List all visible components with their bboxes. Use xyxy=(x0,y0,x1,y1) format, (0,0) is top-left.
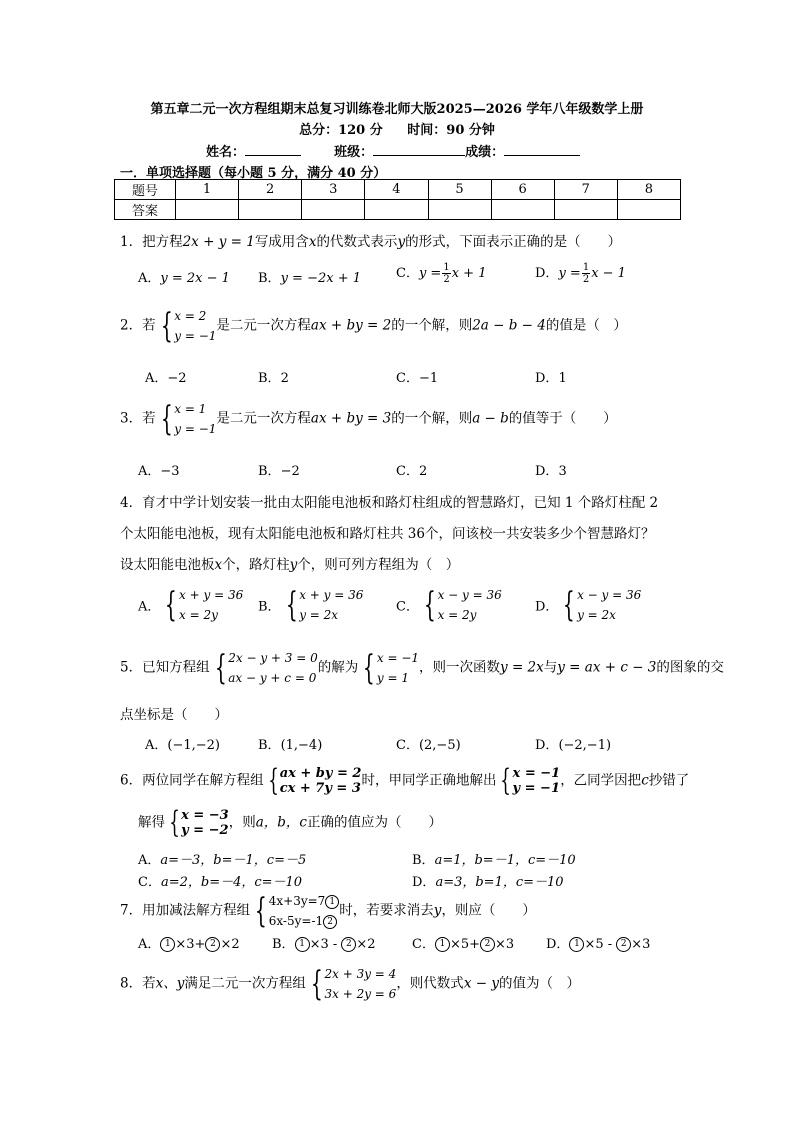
option-text: 1 xyxy=(558,371,567,386)
option-label: A． xyxy=(138,464,161,479)
q3-prefix: 3．若 xyxy=(120,410,156,427)
brace-icon: { xyxy=(165,585,178,625)
table-cell: 3 xyxy=(302,180,365,200)
brace-icon: { xyxy=(563,585,576,625)
answer-cell[interactable] xyxy=(491,200,554,220)
solution-system xyxy=(165,805,229,840)
fraction-num: 1 xyxy=(582,262,590,273)
option-label: D． xyxy=(546,937,570,952)
system-row xyxy=(269,891,340,911)
brace-icon: { xyxy=(310,964,323,1004)
system-row: x = −1 xyxy=(376,651,420,665)
option-label: D． xyxy=(412,875,436,890)
option-label: C． xyxy=(396,738,419,753)
option-label: C． xyxy=(396,599,419,615)
equation-system xyxy=(156,399,217,439)
q1-var-x: x xyxy=(308,234,317,250)
q7-text: 时，若要求消去 xyxy=(339,902,434,919)
fraction-num: 1 xyxy=(443,262,450,273)
q1-option-d[interactable] xyxy=(535,262,626,285)
q3-text: 是二元一次方程 xyxy=(216,410,311,427)
option-label: D． xyxy=(535,371,559,386)
q7-suffix: ，则应（ ） xyxy=(441,902,536,919)
q1-option-c[interactable] xyxy=(396,262,486,285)
brace-icon: { xyxy=(169,805,180,840)
q3-option-a[interactable] xyxy=(138,460,180,479)
option-text: 2 xyxy=(418,464,428,479)
q4-var-y: y xyxy=(289,557,298,573)
q4-option-b[interactable] xyxy=(258,585,363,625)
option-label: A． xyxy=(138,937,161,952)
brace-icon: { xyxy=(160,399,173,439)
system-row: y = 1 xyxy=(376,671,409,685)
q7-option-a[interactable] xyxy=(138,933,240,952)
class-blank[interactable] xyxy=(373,142,465,156)
option-text: −2 xyxy=(280,464,300,479)
q1-suffix: 的形式，下面表示正确的是（ ） xyxy=(405,234,622,250)
q6-option-d[interactable] xyxy=(412,871,564,890)
q2-text: 的一个解，则 xyxy=(391,317,473,334)
option-text: y = −2x + 1 xyxy=(280,271,361,286)
question-3 xyxy=(120,399,617,439)
option-text: y = 2x − 1 xyxy=(160,271,230,286)
system-row: ax + by = 2 xyxy=(279,766,362,781)
q2-text: 是二元一次方程 xyxy=(216,317,311,334)
option-text: a=2，b=－4，c=－10 xyxy=(160,875,303,890)
option-label: A． xyxy=(145,738,168,753)
circled-number: 2 xyxy=(480,937,495,952)
q8-text: ，则代数式 xyxy=(396,975,464,992)
q5-text: 与 xyxy=(543,659,558,676)
q7-prefix: 7．用加减法解方程组 xyxy=(120,902,251,919)
system-row: y = −2 xyxy=(181,823,229,838)
q5-prefix: 5．已知方程组 xyxy=(120,659,210,676)
circled-number: 2 xyxy=(341,937,356,952)
brace-icon: { xyxy=(254,891,267,931)
circled-number: 1 xyxy=(569,937,584,952)
answer-table xyxy=(114,179,681,220)
circled-number: 2 xyxy=(616,937,631,952)
q6-var-c: c xyxy=(641,772,649,789)
option-label: D． xyxy=(535,599,559,615)
q8-prefix: 8．若 xyxy=(120,975,156,992)
system-row: x = 1 xyxy=(174,402,207,416)
q6-option-a[interactable] xyxy=(138,849,306,868)
question-2 xyxy=(120,306,627,346)
system-row: y = 2x xyxy=(299,608,339,622)
option-text: (2,−5) xyxy=(418,738,461,753)
grade-label: 成绩： xyxy=(465,145,505,160)
q8-suffix: 的值为（ ） xyxy=(498,975,580,992)
q1-equation: 2x + y = 1 xyxy=(182,234,255,250)
option-label: D． xyxy=(535,738,559,753)
q4-option-a[interactable] xyxy=(138,585,243,625)
option-text: ×5 - xyxy=(584,937,617,952)
table-cell: 2 xyxy=(239,180,302,200)
option-text: y = xyxy=(558,266,581,281)
equation-system xyxy=(210,648,318,688)
grade-blank[interactable] xyxy=(504,142,580,156)
q4-var-x: x xyxy=(214,557,223,573)
question-5-line-2: 点坐标是（ ） xyxy=(120,707,228,723)
equation-system xyxy=(156,306,217,346)
option-text: (−2,−1) xyxy=(558,738,612,753)
answer-cell[interactable] xyxy=(302,200,365,220)
equation-system xyxy=(306,964,396,1004)
student-info xyxy=(206,141,580,160)
option-label: B． xyxy=(258,599,281,615)
option-label: A． xyxy=(145,371,168,386)
q2-prefix: 2．若 xyxy=(120,317,156,334)
brace-icon: { xyxy=(363,648,376,688)
q6-option-c[interactable] xyxy=(138,871,302,890)
system-row: x = −3 xyxy=(181,808,229,823)
system-row xyxy=(269,911,340,931)
answer-cell[interactable] xyxy=(176,200,239,220)
q1-prefix: 1．把方程 xyxy=(120,234,183,250)
brace-icon: { xyxy=(160,306,173,346)
section-heading: 一．单项选择题（每小题 5 分，满分 40 分） xyxy=(120,166,387,181)
answer-cell[interactable] xyxy=(554,200,617,220)
option-label: C． xyxy=(396,266,419,281)
table-cell: 8 xyxy=(617,180,680,200)
q6-prefix: 6．两位同学在解方程组 xyxy=(120,772,264,789)
system-row: y = −1 xyxy=(174,422,217,436)
q5-function: y = ax + c − 3 xyxy=(557,659,657,676)
option-label: C． xyxy=(396,464,419,479)
system-row: x = 2y xyxy=(437,608,477,622)
q2-option-d[interactable] xyxy=(535,367,567,386)
question-1 xyxy=(120,230,621,250)
question-7 xyxy=(120,891,536,931)
option-label: D． xyxy=(535,464,559,479)
option-label: B． xyxy=(258,371,281,386)
option-label: B． xyxy=(258,271,281,286)
fraction xyxy=(582,262,590,285)
q3-text: 的一个解，则 xyxy=(391,410,473,427)
table-cell: 1 xyxy=(176,180,239,200)
exam-subtitle xyxy=(0,119,794,138)
system-row: x = 2 xyxy=(174,309,207,323)
brace-icon: { xyxy=(214,648,227,688)
q4-text: 个，则可列方程组为（ ） xyxy=(297,557,460,573)
answer-cell[interactable] xyxy=(617,200,680,220)
option-label: B． xyxy=(272,937,295,952)
q2-expression: 2a − b − 4 xyxy=(472,317,546,334)
circled-number: 2 xyxy=(323,915,337,929)
system-row: x = 2y xyxy=(179,608,218,622)
q8-expression: x − y xyxy=(463,975,499,992)
circled-number: 1 xyxy=(160,937,175,952)
table-header-label: 题号 xyxy=(115,180,176,200)
option-text: ×3 xyxy=(495,937,515,952)
option-text: 2 xyxy=(280,371,289,386)
q4-option-c[interactable] xyxy=(396,585,502,625)
q3-expression: a − b xyxy=(472,410,509,427)
option-text: ×2 xyxy=(220,937,240,952)
option-label: B． xyxy=(258,464,281,479)
exam-title: 第五章二元一次方程组期末总复习训练卷北师大版2025—2026 学年八年级数学上册 xyxy=(150,102,644,117)
option-label: C． xyxy=(396,371,419,386)
answer-cell[interactable] xyxy=(365,200,428,220)
option-text: y = xyxy=(418,266,442,281)
option-label: A． xyxy=(138,599,161,615)
option-text: ×3 xyxy=(631,937,651,952)
q1-option-a[interactable] xyxy=(138,267,230,286)
q4-text: 设太阳能电池板 xyxy=(120,557,215,573)
option-text: (1,−4) xyxy=(280,738,323,753)
system-row: 2x − y + 3 = 0 xyxy=(228,651,318,665)
q5-option-d[interactable] xyxy=(535,734,611,753)
circled-number: 1 xyxy=(325,895,339,909)
option-label: B． xyxy=(258,738,281,753)
system-row: y = 2x xyxy=(577,608,616,622)
q5-option-b[interactable] xyxy=(258,734,322,753)
system-row: y = −1 xyxy=(174,329,217,343)
option-label: D． xyxy=(535,266,559,281)
system-row-text: 4x+3y=7 xyxy=(268,894,326,908)
option-label: B． xyxy=(412,853,435,868)
q6-text: ，则 xyxy=(228,814,256,831)
solution-system xyxy=(496,763,561,798)
option-label: C． xyxy=(138,875,161,890)
answer-cell[interactable] xyxy=(239,200,302,220)
q4-option-d[interactable] xyxy=(535,585,641,625)
q1-text: 写成用含 xyxy=(254,234,309,250)
q5-option-c[interactable] xyxy=(396,734,461,753)
system-row: x − y = 36 xyxy=(577,588,642,602)
brace-icon: { xyxy=(285,585,298,625)
question-6 xyxy=(120,763,690,798)
system-row: y = −1 xyxy=(512,781,560,796)
total-score: 总分：120 分 xyxy=(299,123,383,138)
q2-option-c[interactable] xyxy=(396,367,438,386)
system-row: ax − y + c = 0 xyxy=(228,671,317,685)
brace-icon: { xyxy=(500,763,512,798)
table-cell: 5 xyxy=(428,180,491,200)
question-4-line-1: 4．育才中学计划安装一批由太阳能电池板和路灯柱组成的智慧路灯，已知 1 个路灯柱配 2 xyxy=(120,495,659,511)
q5-text: ，则一次函数 xyxy=(419,659,501,676)
option-label: A． xyxy=(138,853,161,868)
option-text: a=1，b=－1，c=－10 xyxy=(434,853,576,868)
circled-number: 2 xyxy=(205,937,220,952)
q7-option-d[interactable] xyxy=(546,933,650,952)
q2-option-b[interactable] xyxy=(258,367,289,386)
question-5 xyxy=(120,648,724,688)
option-text: x − 1 xyxy=(591,266,626,281)
equation-system xyxy=(264,763,362,798)
q5-text: 的解为 xyxy=(317,659,359,676)
q3-option-c[interactable] xyxy=(396,460,427,479)
table-row xyxy=(115,200,681,220)
q5-option-a[interactable] xyxy=(145,734,220,753)
exam-time: 时间：90 分钟 xyxy=(407,123,495,138)
name-blank[interactable] xyxy=(245,142,301,156)
q5-function: y = 2x xyxy=(500,659,544,676)
name-label: 姓名： xyxy=(206,145,246,160)
question-4-line-3 xyxy=(120,553,459,573)
solution-system xyxy=(358,648,419,688)
equation-system xyxy=(250,891,339,931)
option-label: C． xyxy=(412,937,435,952)
option-text: −2 xyxy=(167,371,187,386)
option-text: ×3+ xyxy=(175,937,206,952)
fraction-den: 2 xyxy=(443,274,450,285)
option-text: (−1,−2) xyxy=(167,738,220,753)
q5-suffix: 的图象的交 xyxy=(656,659,724,676)
system-row: x + y = 36 xyxy=(299,588,364,602)
table-cell: 6 xyxy=(491,180,554,200)
q8-text: 满足二元一次方程组 xyxy=(184,975,306,992)
q8-vars: x、y xyxy=(155,975,185,992)
option-text: −1 xyxy=(418,371,439,386)
q7-option-b[interactable] xyxy=(272,933,376,952)
system-row: cx + 7y = 3 xyxy=(279,781,361,796)
q6-text: 正确的值应为（ ） xyxy=(307,814,442,831)
q4-text: 个，路灯柱 xyxy=(222,557,290,573)
option-text: x + 1 xyxy=(451,266,487,281)
option-text: ×3 - xyxy=(309,937,342,952)
system-row: 3x + 2y = 6 xyxy=(324,987,397,1001)
question-6-line-2 xyxy=(138,805,442,840)
q6-text: 解得 xyxy=(138,814,165,831)
answer-cell[interactable] xyxy=(428,200,491,220)
circled-number: 1 xyxy=(295,937,310,952)
q7-option-c[interactable] xyxy=(412,933,514,952)
brace-icon: { xyxy=(267,763,279,798)
q6-option-b[interactable] xyxy=(412,849,576,868)
table-answer-label: 答案 xyxy=(115,200,176,220)
system-row: x = −1 xyxy=(512,766,561,781)
q1-text: 的代数式表示 xyxy=(316,234,398,250)
circled-number: 1 xyxy=(435,937,450,952)
q6-suffix: 抄错了 xyxy=(648,772,690,789)
option-text: 3 xyxy=(558,464,567,479)
option-text: a=－3，b=－1，c=－5 xyxy=(160,853,307,868)
q6-text: ，乙同学因把 xyxy=(560,772,642,789)
q6-text: 时，甲同学正确地解出 xyxy=(361,772,497,789)
option-text: a=3，b=1，c=－10 xyxy=(435,875,564,890)
system-row: x + y = 36 xyxy=(179,588,244,602)
table-cell: 7 xyxy=(554,180,617,200)
q2-equation: ax + by = 2 xyxy=(310,317,392,334)
q7-var-y: y xyxy=(433,902,442,919)
table-row xyxy=(115,180,681,200)
q6-vars: a，b，c xyxy=(255,814,307,831)
system-row: x − y = 36 xyxy=(437,588,502,602)
option-text: −3 xyxy=(160,464,180,479)
q3-suffix: 的值等于（ ） xyxy=(508,410,617,427)
system-row-text: 6x-5y=-1 xyxy=(268,914,324,928)
class-label: 班级： xyxy=(334,145,374,160)
q1-var-y: y xyxy=(397,234,406,250)
fraction-den: 2 xyxy=(582,274,590,285)
question-8 xyxy=(120,964,580,1004)
option-text: ×2 xyxy=(356,937,376,952)
q1-option-b[interactable] xyxy=(258,267,361,286)
q3-option-b[interactable] xyxy=(258,460,300,479)
question-4-line-2: 个太阳能电池板，现有太阳能电池板和路灯柱共 36个，问该校一共安装多少个智慧路灯？ xyxy=(120,526,655,542)
q2-suffix: 的值是（ ） xyxy=(545,317,627,334)
q3-equation: ax + by = 3 xyxy=(310,410,392,427)
table-cell: 4 xyxy=(365,180,428,200)
option-label: A． xyxy=(138,271,161,286)
q3-option-d[interactable] xyxy=(535,460,567,479)
brace-icon: { xyxy=(423,585,436,625)
q2-option-a[interactable] xyxy=(145,367,187,386)
fraction xyxy=(442,262,450,285)
option-text: ×5+ xyxy=(449,937,481,952)
system-row: 2x + 3y = 4 xyxy=(324,967,397,981)
